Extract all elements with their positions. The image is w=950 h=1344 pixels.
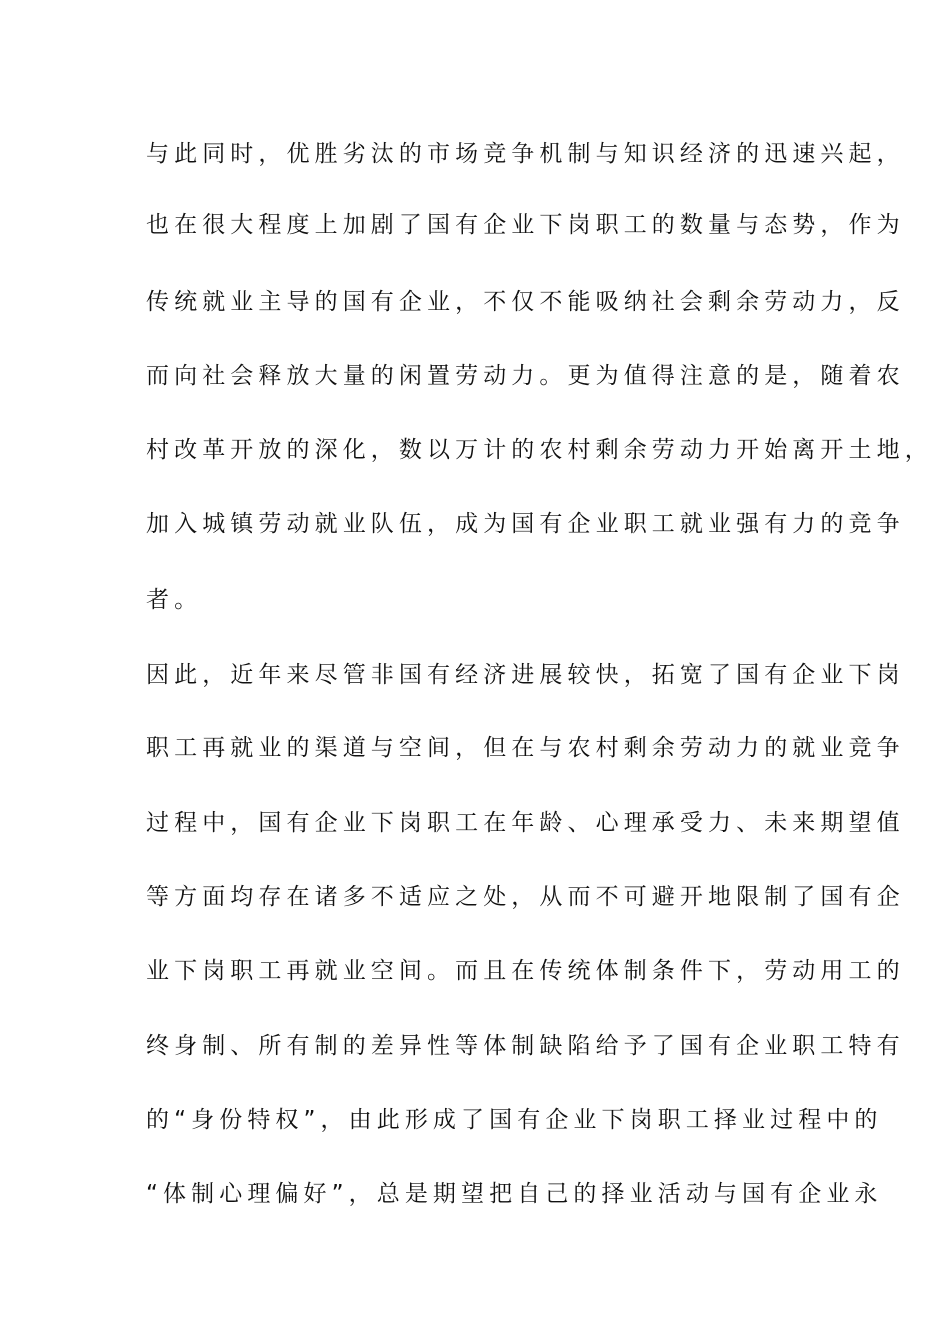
paragraph-2-line-3: 过程中，国有企业下岗职工在年龄、心理承受力、未来期望值 — [146, 810, 905, 836]
paragraph-1-line-4: 而向社会释放大量的闲置劳动力。更为值得注意的是，随着农 — [146, 363, 905, 389]
paragraph-2-line-4: 等方面均存在诸多不适应之处，从而不可避开地限制了国有企 — [146, 884, 905, 910]
paragraph-1-line-7: 者。 — [146, 587, 203, 613]
paragraph-2-line-7: 的“身份特权”，由此形成了国有企业下岗职工择业过程中的 — [146, 1107, 883, 1133]
paragraph-2-line-5: 业下岗职工再就业空间。而且在传统体制条件下，劳动用工的 — [146, 958, 905, 984]
paragraph-1-line-6: 加入城镇劳动就业队伍，成为国有企业职工就业强有力的竞争 — [146, 511, 905, 537]
paragraph-2-line-1: 因此，近年来尽管非国有经济进展较快，拓宽了国有企业下岗 — [146, 662, 905, 688]
paragraph-1-line-5: 村改革开放的深化，数以万计的农村剩余劳动力开始离开土地， — [146, 437, 933, 463]
paragraph-2-line-6: 终身制、所有制的差异性等体制缺陷给予了国有企业职工特有 — [146, 1033, 905, 1059]
paragraph-1-line-3: 传统就业主导的国有企业，不仅不能吸纳社会剩余劳动力，反 — [146, 289, 905, 315]
paragraph-2-line-8: “体制心理偏好”，总是期望把自己的择业活动与国有企业永 — [146, 1181, 883, 1207]
paragraph-1-line-2: 也在很大程度上加剧了国有企业下岗职工的数量与态势，作为 — [146, 212, 905, 238]
paragraph-2-line-2: 职工再就业的渠道与空间，但在与农村剩余劳动力的就业竞争 — [146, 735, 905, 761]
paragraph-1-line-1: 与此同时，优胜劣汰的市场竞争机制与知识经济的迅速兴起， — [146, 141, 905, 167]
